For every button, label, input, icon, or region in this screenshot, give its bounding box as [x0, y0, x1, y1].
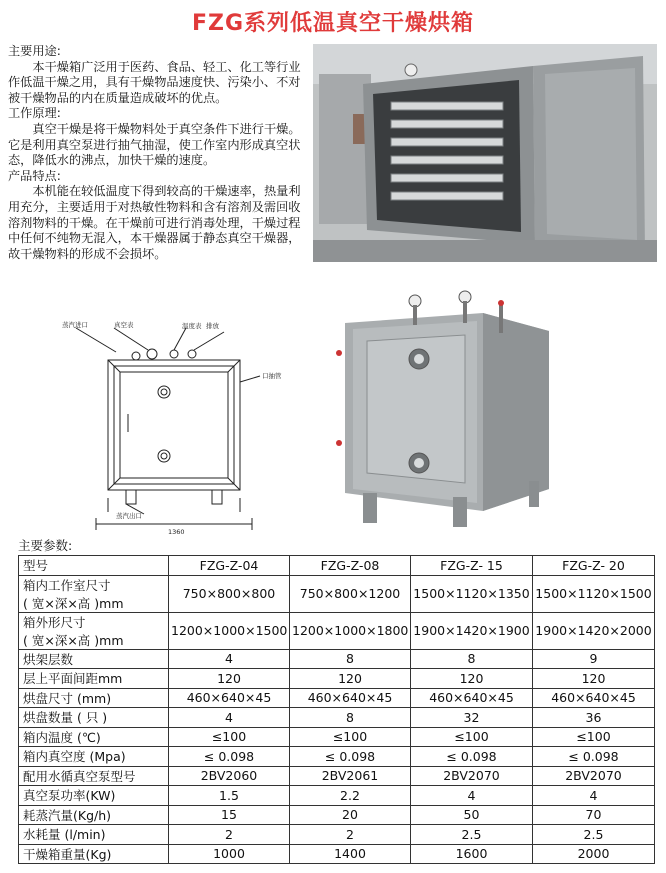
table-cell: 15 — [169, 805, 290, 825]
table-header-cell: FZG-Z-08 — [290, 556, 411, 576]
table-cell: ≤100 — [411, 727, 533, 747]
row-label — [19, 575, 169, 612]
table-cell: 4 — [411, 786, 533, 806]
row-label — [19, 612, 169, 649]
use-heading: 主要用途: — [8, 44, 61, 58]
table-cell: 460×640×45 — [169, 688, 290, 708]
table-cell: ≤100 — [169, 727, 290, 747]
table-header-cell: FZG-Z- 15 — [411, 556, 533, 576]
row-label-text: 层上平面间距mm — [23, 671, 123, 687]
table-cell: 4 — [169, 649, 290, 669]
params-label: 主要参数: — [18, 538, 73, 553]
table-cell: 4 — [533, 786, 655, 806]
label-steam-in: 蒸汽进口 — [62, 321, 88, 329]
row-label — [19, 766, 169, 786]
table-cell: 2 — [290, 825, 411, 845]
table-cell: 750×800×1200 — [290, 575, 411, 612]
row-label — [19, 805, 169, 825]
dryer-open-photo — [313, 44, 657, 262]
table-cell: ≤ 0.098 — [290, 747, 411, 767]
table-row — [19, 688, 655, 708]
table-row — [19, 727, 655, 747]
table-row — [19, 825, 655, 845]
row-label — [19, 747, 169, 767]
row-label-text: 烘盘尺寸 (mm) — [23, 690, 112, 706]
row-label-text: 水耗量 (l/min) — [23, 827, 106, 843]
table-cell: 70 — [533, 805, 655, 825]
spec-table — [18, 555, 655, 864]
table-cell: ≤100 — [290, 727, 411, 747]
table-cell: 50 — [411, 805, 533, 825]
row-label-subtext: ( 宽×深×高 )mm — [23, 632, 124, 648]
technical-drawing — [56, 318, 318, 540]
table-cell: 2.5 — [411, 825, 533, 845]
table-cell: 2000 — [533, 844, 655, 864]
table-cell: 1900×1420×2000 — [533, 612, 655, 649]
table-header-cell: FZG-Z- 20 — [533, 556, 655, 576]
row-label-text: 烘架层数 — [23, 651, 74, 667]
table-row — [19, 669, 655, 689]
row-label — [19, 708, 169, 728]
table-cell: 1200×1000×1800 — [290, 612, 411, 649]
dimension-label: 1360 — [168, 528, 185, 536]
table-row — [19, 747, 655, 767]
principle-text: 真空干燥是将干燥物料处于真空条件下进行干燥。它是利用真空泵进行抽气抽湿，使工作室内形成真空状态，降低水的沸点，加快干燥的速度。 — [8, 121, 301, 168]
row-label — [19, 727, 169, 747]
row-label-text: 箱内工作室尺寸 — [23, 577, 111, 593]
label-vacuum: 真空表 — [114, 321, 134, 329]
table-cell: 460×640×45 — [290, 688, 411, 708]
table-cell: 8 — [290, 649, 411, 669]
row-label — [19, 786, 169, 806]
table-cell: 1600 — [411, 844, 533, 864]
label-steam-out: 蒸汽出口 — [116, 512, 142, 520]
table-header-cell: FZG-Z-04 — [169, 556, 290, 576]
table-cell: 8 — [290, 708, 411, 728]
table-row — [19, 786, 655, 806]
table-cell: 8 — [411, 649, 533, 669]
row-label-text: 配用水循真空泵型号 — [23, 768, 136, 784]
table-cell: 120 — [533, 669, 655, 689]
row-label-text: 干燥箱重量(Kg) — [23, 846, 112, 862]
table-cell: 2 — [169, 825, 290, 845]
table-cell: 2BV2070 — [411, 766, 533, 786]
table-cell: 2BV2070 — [533, 766, 655, 786]
table-cell: ≤100 — [533, 727, 655, 747]
row-label-text: 箱外形尺寸 — [23, 614, 86, 630]
table-cell: 9 — [533, 649, 655, 669]
table-cell: 20 — [290, 805, 411, 825]
table-row — [19, 575, 655, 612]
row-label — [19, 844, 169, 864]
table-cell: 4 — [169, 708, 290, 728]
table-row — [19, 805, 655, 825]
dryer-closed-photo — [333, 283, 557, 531]
table-cell: 36 — [533, 708, 655, 728]
label-thermo: 温度表 — [182, 322, 202, 330]
table-row — [19, 844, 655, 864]
table-cell: 120 — [169, 669, 290, 689]
table-cell: ≤ 0.098 — [533, 747, 655, 767]
row-label-text: 真空泵功率(KW) — [23, 788, 116, 804]
table-row — [19, 766, 655, 786]
table-cell: 2BV2060 — [169, 766, 290, 786]
table-cell: ≤ 0.098 — [411, 747, 533, 767]
table-row — [19, 708, 655, 728]
table-cell: 1900×1420×1900 — [411, 612, 533, 649]
row-label-text: 耗蒸汽量(Kg/h) — [23, 807, 112, 823]
table-cell: 1500×1120×1350 — [411, 575, 533, 612]
page-title: FZG系列低温真空干燥烘箱 — [191, 11, 475, 36]
row-label — [19, 825, 169, 845]
table-header-cell: 型号 — [19, 556, 169, 576]
table-cell: 1.5 — [169, 786, 290, 806]
label-drain: 排放 — [206, 322, 219, 330]
table-cell: ≤ 0.098 — [169, 747, 290, 767]
use-text: 本干燥箱广泛用于医药、食品、轻工、化工等行业作低温干燥之用，具有干燥物品速度快、污染小、不对被干燥物品的内在质量造成破坏的优点。 — [8, 59, 301, 105]
row-label-text: 箱内真空度 (Mpa) — [23, 749, 126, 765]
label-outlet: 口抽管 — [262, 372, 282, 380]
table-cell: 2.2 — [290, 786, 411, 806]
principle-heading: 工作原理: — [8, 106, 61, 121]
row-label — [19, 688, 169, 708]
row-label-text: 烘盘数量 ( 只 ) — [23, 710, 108, 726]
table-cell: 1400 — [290, 844, 411, 864]
table-cell: 2BV2061 — [290, 766, 411, 786]
table-cell: 32 — [411, 708, 533, 728]
features-heading: 产品特点: — [8, 168, 61, 183]
table-row — [19, 649, 655, 669]
row-label-subtext: ( 宽×深×高 )mm — [23, 595, 124, 611]
table-cell: 1200×1000×1500 — [169, 612, 290, 649]
table-cell: 120 — [290, 669, 411, 689]
row-label — [19, 669, 169, 689]
table-cell: 1000 — [169, 844, 290, 864]
row-label-text: 箱内温度 (℃) — [23, 729, 101, 745]
table-cell: 120 — [411, 669, 533, 689]
row-label — [19, 649, 169, 669]
table-cell: 460×640×45 — [411, 688, 533, 708]
table-cell: 460×640×45 — [533, 688, 655, 708]
table-header-row — [19, 556, 655, 576]
table-cell: 750×800×800 — [169, 575, 290, 612]
table-cell: 1500×1120×1500 — [533, 575, 655, 612]
intro-text — [8, 44, 304, 262]
table-cell: 2.5 — [533, 825, 655, 845]
table-row — [19, 612, 655, 649]
features-text: 本机能在较低温度下得到较高的干燥速率，热量利用充分，主要适用于对热敏性物料和含有溶剂及需回收溶剂物料的干燥。在干燥前可进行消毒处理，干燥过程中任何不纯物无混入，本干燥器属于静态真空干燥器，故干燥物料的形成不会损坏。 — [8, 184, 301, 261]
